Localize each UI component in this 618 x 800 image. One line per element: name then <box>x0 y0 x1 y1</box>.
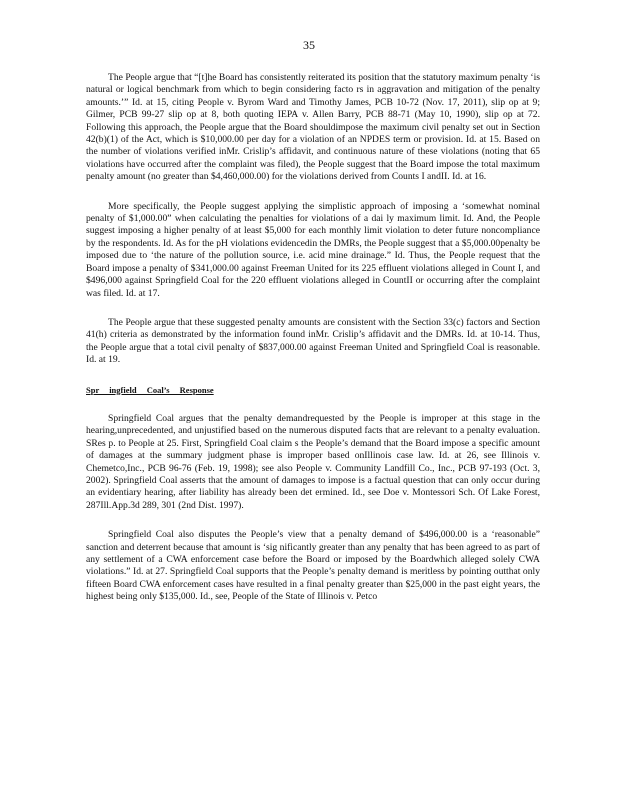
paragraph-specific-penalties: More specifically, the People suggest applying the simplistic approach of imposing a ‘somewhat nominal penalty of $1,000.00” when calculating the penalties for violations of a dai ly maximum limit. Id. And, the People suggest imposing a higher penalty of at least $5,000 for each monthly limit violation to deter future noncompliance by the respondents. Id. As for the pH violations evidencedin the DMRs, the People suggest that a $5,000.00penalty be imposed due to ‘the nature of the pollution source, i.e. acid mine drainage.” Id. Thus, the People request that the Board impose a penalty of $341,000.00 against Freeman United for its 225 effluent violations alleged in Count I, and $496,000 against Springfield Coal for the 220 effluent violations alleged in CountII or occurring after the complaint was filed. Id. at 17. <box>86 200 540 299</box>
paragraph-springfield-dispute: Springfield Coal also disputes the People’s view that a penalty demand of $496,000.00 is a ‘reasonable” sanction and deterrent because that amount is ‘sig nificantly greater than any penalty that has been agreed to as part of any settlement of a CWA enforcement case before the Board or imposed by the Boardwhich alleged solely CWA violations.” Id. at 27. Springfield Coal supports that the People’s penalty demand is meritless by pointing outthat only fifteen Board CWA enforcement cases have resulted in a final penalty greater than $25,000 in the past eight years, the highest being only $135,000. Id., see, People of the State of Illinois v. Petco <box>86 529 540 603</box>
section-heading: Spr ingfield Coal’s Response <box>86 384 214 395</box>
page-number: 35 <box>303 38 315 52</box>
paragraph-people-argument: The People argue that “[t]he Board has consistently reiterated its position that the statutory maximum penalty ‘is natural or logical benchmark from which to begin considering facto rs in aggravation and mitigation of the penalty amounts.’” Id. at 15, citing People v. Byrom Ward and Timothy James, PCB 10-72 (Nov. 17, 2011), slip op at 9; Gilmer, PCB 99-27 slip op at 8, both quoting IEPA v. Allen Barry, PCB 88-71 (May 10, 1990), slip op at 72. Following this approach, the People argue that the Board shouldimpose the maximum civil penalty set out in Section 42(b)(1) of the Act, which is $10,000.00 per day for a violation of an NPDES term or provision. Id. at 15. Based on the number of violations verified inMr. Crislip’s affidavit, and continuous nature of these violations (noting that 65 violations have occurred after the complaint was filed), the People suggest that the Board impose the total maximum penalty amount (no greater than $4,460,000.00) for the violations derived from Counts I andII. Id. at 16. <box>86 72 540 183</box>
paragraph-penalty-consistency: The People argue that these suggested penalty amounts are consistent with the Section 33(c) factors and Section 41(h) criteria as demonstrated by the information found inMr. Crislip’s affidavit and the DMRs. Id. at 10-14. Thus, the People argue that a total civil penalty of $837,000.00 against Freeman United and Springfield Coal is reasonable. Id. at 19. <box>86 316 540 366</box>
paragraph-springfield-argument: Springfield Coal argues that the penalty demandrequested by the People is improper at this stage in the hearing,unprecedented, and unjustified based on the numerous disputed facts that are relevant to a penalty evaluation. SRes p. to People at 25. First, Springfield Coal claim s the People’s demand that the Board impose a specific amount of damages at the summary judgment phase is improper based onIllinois case law. Id. at 26, see Illinois v. Chemetco,Inc., PCB 96-76 (Feb. 19, 1998); see also People v. Community Landfill Co., Inc., PCB 97-193 (Oct. 3, 2002). Springfield Coal asserts that the amount of damages to impose is a factual question that can only occur during an evidentiary hearing, after liability has already been det ermined. Id., see Doe v. Montessori Sch. Of Lake Forest, 287Ill.App.3d 289, 301 (2nd Dist. 1997). <box>86 412 540 511</box>
document-body <box>86 72 540 621</box>
